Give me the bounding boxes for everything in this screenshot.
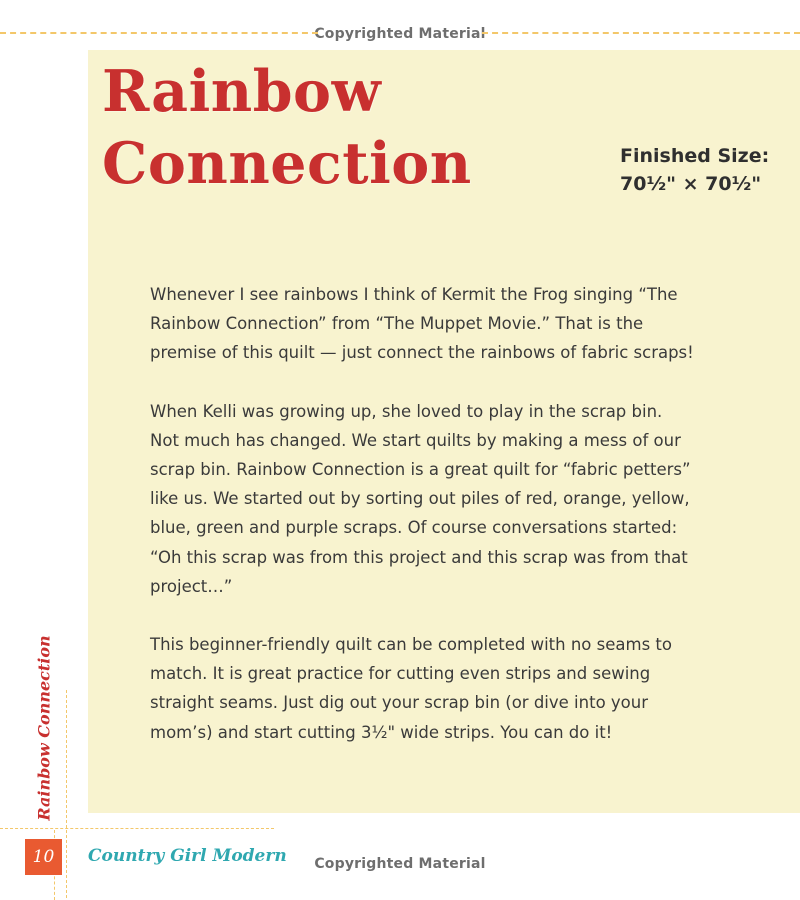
- page-number: 10: [25, 839, 62, 875]
- book-title: Country Girl Modern: [88, 846, 287, 866]
- top-dashed-rule-right: [482, 32, 800, 34]
- copyright-header: Copyrighted Material: [314, 26, 486, 42]
- copyright-footer: Copyrighted Material: [314, 856, 486, 872]
- page-title: [102, 56, 472, 200]
- paragraph-3: This beginner-friendly quilt can be completed with no seams to match. It is great practice for cutting even strips and sewing straight seams. Just dig out your scrap bin (or dive into your mom’s) and start cutting 3½" wide strips. You can do it!: [150, 635, 672, 742]
- paragraph-1: Whenever I see rainbows I think of Kermit the Frog singing “The Rainbow Connection” from “The Muppet Movie.” That is the premise of this quilt — just connect the rainbows of fabric scraps!: [150, 285, 694, 363]
- finished-size: [620, 142, 790, 198]
- title-line-1: Rainbow: [102, 58, 382, 125]
- finished-size-value: 70½" × 70½": [620, 173, 762, 195]
- title-line-2: Connection: [102, 130, 472, 197]
- paragraph-2: When Kelli was growing up, she loved to play in the scrap bin. Not much has changed. We start quilts by making a mess of our scrap bin. Rainbow Connection is a great quilt for “fabric petters” like us. We started out by sorting out piles of red, orange, yellow, blue, green and purple scraps. Of course conversations started: “Oh this scrap was from this project and this scrap was from that project…”: [150, 401, 691, 596]
- bottom-dashed-rule: [0, 828, 274, 829]
- spine-title: Rainbow Connection: [34, 635, 54, 821]
- finished-size-label: Finished Size:: [620, 145, 770, 167]
- body-text: [150, 280, 695, 776]
- top-dashed-rule-left: [0, 32, 318, 34]
